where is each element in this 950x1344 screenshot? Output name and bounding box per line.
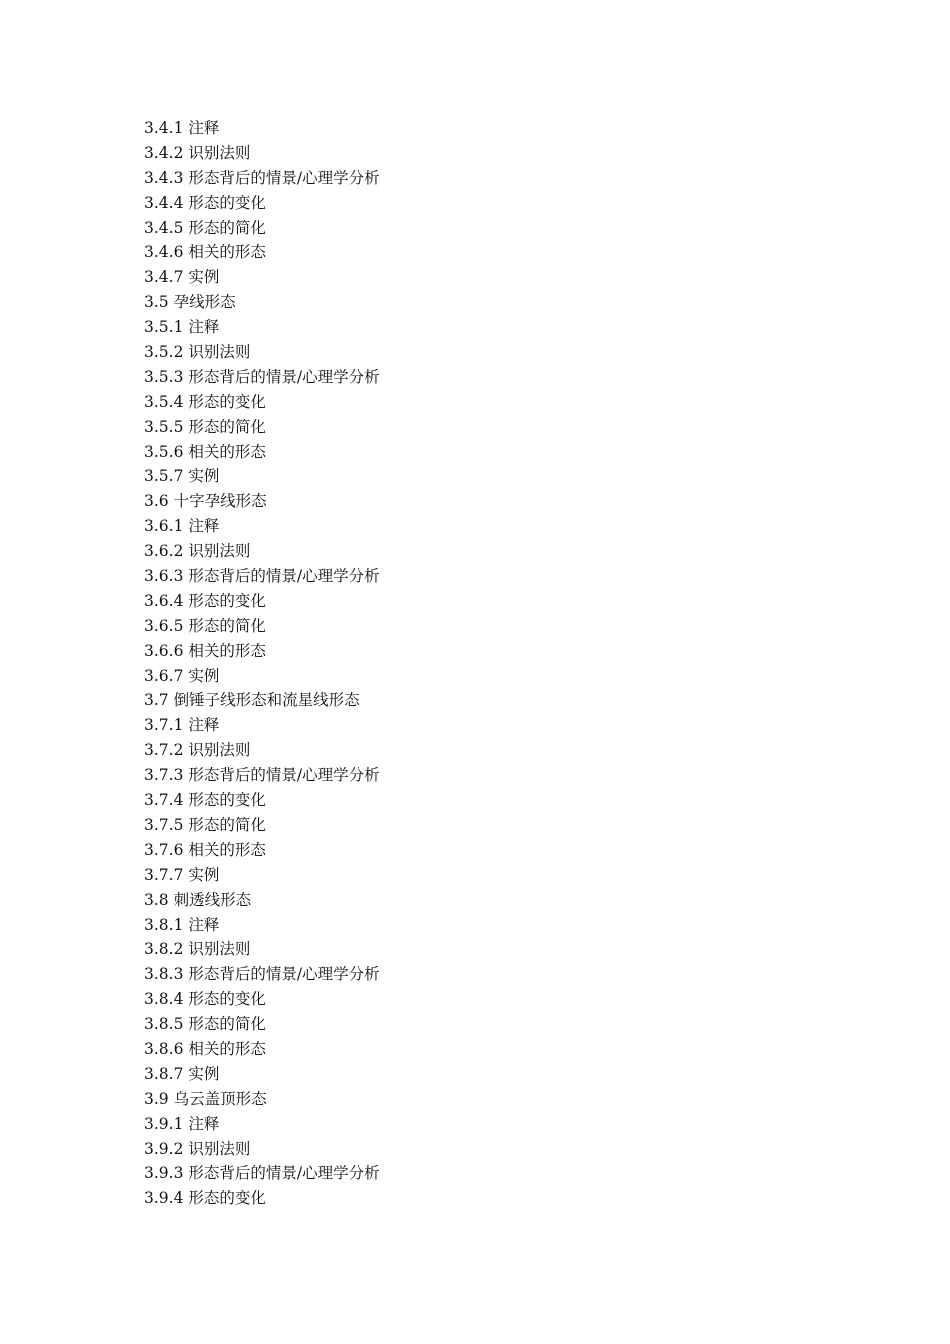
toc-entry: 3.7.4 形态的变化 (144, 791, 266, 810)
toc-entry: 3.8.7 实例 (144, 1064, 220, 1083)
table-of-contents (144, 116, 380, 1211)
toc-entry: 3.5.4 形态的变化 (144, 392, 266, 411)
toc-entry: 3.6.5 形态的简化 (144, 616, 266, 635)
toc-entry: 3.4.3 形态背后的情景/心理学分析 (144, 168, 380, 187)
toc-entry: 3.7.5 形态的简化 (144, 815, 266, 834)
toc-entry: 3.5.2 识别法则 (144, 343, 251, 362)
toc-entry: 3.4.1 注释 (144, 119, 220, 137)
toc-entry: 3.7.7 实例 (144, 865, 220, 884)
toc-entry: 3.8.2 识别法则 (144, 940, 251, 959)
toc-entry: 3.4.7 实例 (144, 268, 220, 287)
toc-entry: 3.5.7 实例 (144, 467, 220, 486)
toc-entry: 3.5.6 相关的形态 (144, 442, 266, 461)
toc-entry: 3.6.4 形态的变化 (144, 591, 266, 610)
toc-entry: 3.7.1 注释 (144, 716, 220, 735)
toc-entry: 3.8.4 形态的变化 (144, 990, 266, 1009)
toc-entry: 3.8.5 形态的简化 (144, 1015, 266, 1034)
toc-entry: 3.4.5 形态的简化 (144, 218, 266, 237)
toc-entry: 3.9 乌云盖顶形态 (144, 1089, 267, 1108)
toc-entry: 3.6.1 注释 (144, 517, 220, 536)
toc-entry: 3.5.3 形态背后的情景/心理学分析 (144, 367, 380, 386)
toc-entry: 3.7.6 相关的形态 (144, 840, 266, 859)
toc-entry: 3.6.2 识别法则 (144, 542, 251, 561)
toc-entry: 3.9.3 形态背后的情景/心理学分析 (144, 1164, 380, 1183)
toc-entry: 3.8 刺透线形态 (144, 890, 252, 909)
toc-entry: 3.4.2 识别法则 (144, 143, 251, 162)
toc-entry: 3.7.2 识别法则 (144, 741, 251, 760)
toc-entry: 3.7.3 形态背后的情景/心理学分析 (144, 766, 380, 785)
toc-entry: 3.8.1 注释 (144, 915, 220, 934)
toc-entry: 3.5.1 注释 (144, 318, 220, 337)
toc-entry: 3.5 孕线形态 (144, 293, 236, 312)
toc-entry: 3.4.4 形态的变化 (144, 193, 266, 212)
toc-entry: 3.6.3 形态背后的情景/心理学分析 (144, 567, 380, 586)
toc-entry: 3.8.6 相关的形态 (144, 1039, 266, 1058)
toc-entry: 3.6.6 相关的形态 (144, 641, 266, 660)
toc-entry: 3.9.2 识别法则 (144, 1139, 251, 1158)
toc-entry: 3.6.7 实例 (144, 666, 220, 685)
toc-entry: 3.8.3 形态背后的情景/心理学分析 (144, 965, 380, 984)
toc-entry: 3.5.5 形态的简化 (144, 417, 266, 436)
toc-entry: 3.7 倒锤子线形态和流星线形态 (144, 691, 360, 710)
toc-entry: 3.9.1 注释 (144, 1114, 220, 1133)
toc-entry: 3.6 十字孕线形态 (144, 492, 267, 511)
toc-entry: 3.4.6 相关的形态 (144, 243, 266, 262)
toc-entry: 3.9.4 形态的变化 (144, 1189, 266, 1208)
